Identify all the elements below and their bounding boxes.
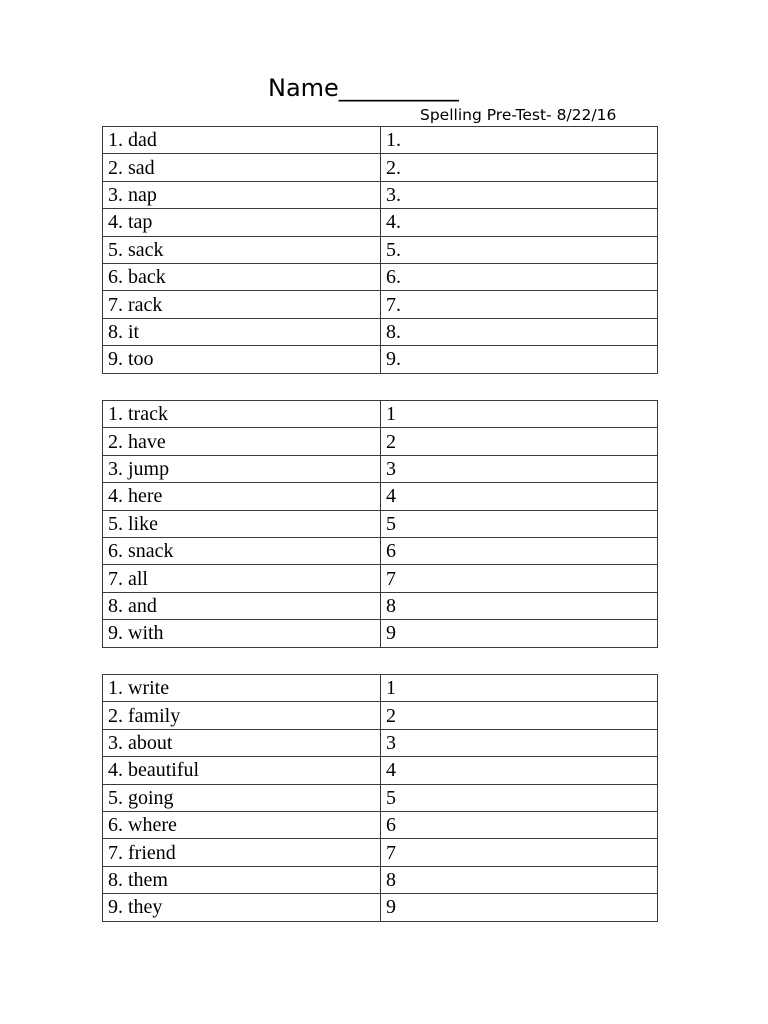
table-row: [103, 811, 658, 838]
answer-cell[interactable]: 3: [381, 455, 658, 482]
spelling-table-3: [102, 674, 658, 922]
word-cell: 5. going: [103, 784, 381, 811]
answer-cell[interactable]: 9: [381, 894, 658, 921]
table-row: [103, 729, 658, 756]
table-row: [103, 537, 658, 564]
table-row: [103, 702, 658, 729]
answer-cell[interactable]: 2: [381, 702, 658, 729]
word-cell: 8. and: [103, 592, 381, 619]
table-row: [103, 181, 658, 208]
word-cell: 1. track: [103, 401, 381, 428]
word-cell: 5. like: [103, 510, 381, 537]
word-cell: 7. rack: [103, 291, 381, 318]
word-cell: 4. tap: [103, 209, 381, 236]
table-row: [103, 154, 658, 181]
spelling-table-1: [102, 126, 658, 374]
table-row: [103, 592, 658, 619]
answer-cell[interactable]: 7.: [381, 291, 658, 318]
word-cell: 4. here: [103, 483, 381, 510]
answer-cell[interactable]: 2: [381, 428, 658, 455]
word-cell: 7. all: [103, 565, 381, 592]
word-cell: 8. it: [103, 318, 381, 345]
spelling-table-2: [102, 400, 658, 648]
word-cell: 2. sad: [103, 154, 381, 181]
word-cell: 9. too: [103, 346, 381, 373]
table-row: [103, 839, 658, 866]
answer-cell[interactable]: 5.: [381, 236, 658, 263]
answer-cell[interactable]: 9: [381, 620, 658, 647]
table-row: [103, 428, 658, 455]
table-row: [103, 510, 658, 537]
word-cell: 8. them: [103, 866, 381, 893]
table-row: [103, 127, 658, 154]
word-cell: 6. where: [103, 811, 381, 838]
table-row: [103, 675, 658, 702]
answer-cell[interactable]: 8.: [381, 318, 658, 345]
table-row: [103, 455, 658, 482]
word-cell: 6. snack: [103, 537, 381, 564]
table-row: [103, 346, 658, 373]
answer-cell[interactable]: 2.: [381, 154, 658, 181]
answer-cell[interactable]: 4.: [381, 209, 658, 236]
word-cell: 6. back: [103, 263, 381, 290]
table-row: [103, 757, 658, 784]
table-row: [103, 236, 658, 263]
table-row: [103, 401, 658, 428]
page-subtitle: Spelling Pre-Test- 8/22/16: [420, 106, 617, 124]
word-cell: 9. they: [103, 894, 381, 921]
table-row: [103, 483, 658, 510]
answer-cell[interactable]: 9.: [381, 346, 658, 373]
answer-cell[interactable]: 5: [381, 784, 658, 811]
answer-cell[interactable]: 8: [381, 866, 658, 893]
answer-cell[interactable]: 4: [381, 757, 658, 784]
table-row: [103, 620, 658, 647]
word-cell: 1. dad: [103, 127, 381, 154]
table-row: [103, 318, 658, 345]
answer-cell[interactable]: 1.: [381, 127, 658, 154]
answer-cell[interactable]: 3: [381, 729, 658, 756]
word-cell: 2. family: [103, 702, 381, 729]
answer-cell[interactable]: 7: [381, 839, 658, 866]
answer-cell[interactable]: 5: [381, 510, 658, 537]
answer-cell[interactable]: 1: [381, 675, 658, 702]
answer-cell[interactable]: 7: [381, 565, 658, 592]
answer-cell[interactable]: 8: [381, 592, 658, 619]
word-cell: 3. about: [103, 729, 381, 756]
word-cell: 3. nap: [103, 181, 381, 208]
answer-cell[interactable]: 6.: [381, 263, 658, 290]
table-row: [103, 866, 658, 893]
table-row: [103, 209, 658, 236]
word-cell: 1. write: [103, 675, 381, 702]
word-cell: 5. sack: [103, 236, 381, 263]
answer-cell[interactable]: 4: [381, 483, 658, 510]
answer-cell[interactable]: 1: [381, 401, 658, 428]
word-cell: 9. with: [103, 620, 381, 647]
word-cell: 7. friend: [103, 839, 381, 866]
answer-cell[interactable]: 6: [381, 537, 658, 564]
table-row: [103, 784, 658, 811]
table-row: [103, 291, 658, 318]
table-row: [103, 565, 658, 592]
word-cell: 4. beautiful: [103, 757, 381, 784]
name-field-label: Name__________: [268, 74, 459, 102]
word-cell: 2. have: [103, 428, 381, 455]
answer-cell[interactable]: 3.: [381, 181, 658, 208]
table-row: [103, 263, 658, 290]
table-row: [103, 894, 658, 921]
word-cell: 3. jump: [103, 455, 381, 482]
answer-cell[interactable]: 6: [381, 811, 658, 838]
